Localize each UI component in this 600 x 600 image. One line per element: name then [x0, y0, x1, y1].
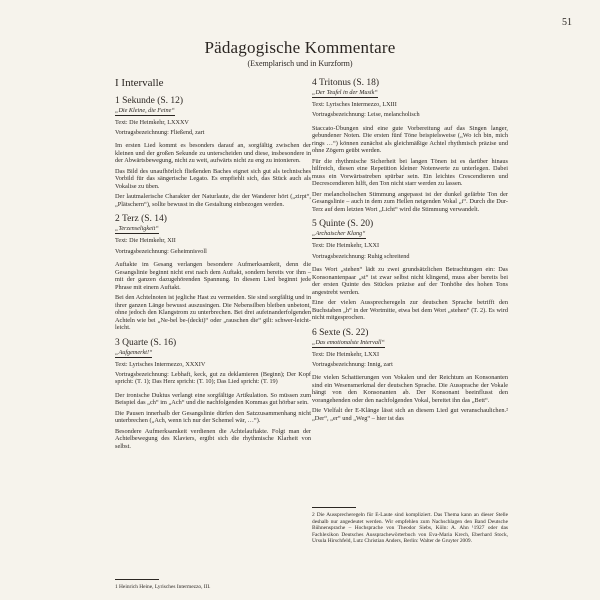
footnote-text: 2 Die Aussprecheregeln für E-Laute sind kompliziert. Das Thema kann an dieser Stelle deshalb nur angedeutet werden. Wir empfehlen zum Nachschlagen den Band Deutsche Bühnensprache – Hochsprache von Theodor Siebs, Köln: A. Ahn ¹1927 oder das Fachlexikon Deutsches Aussprachewörterbuch von Eva-Maria Krech, Eberhard Stock, Ursula Hirschfeld, Lutz Christian Anders, Berlin: Walter de Gruyter 2009.: [312, 512, 508, 545]
paragraph: Eine der vielen Aussprecheregeln zur deutschen Sprache betrifft den Buchstaben „h“ in der Wortmitte, etwa bei dem Wort „stehen“ (T. 2). Es wird nicht mitgesprochen.: [312, 299, 508, 322]
paragraph: Das Bild des unaufhörlich fließenden Baches eignet sich gut als technisches Vorbild für das sängerische Legato. Es empfiehlt sich, das Stück auch als Vokalise zu üben.: [115, 167, 311, 190]
sub-heading: 3 Quarte (S. 16): [115, 337, 177, 348]
paragraph: Die Vielfalt der E-Klänge lässt sich an diesem Lied gut veranschaulichen.² „Der“, „er“ und „Weg“ – hier ist das: [312, 407, 508, 422]
section-quarte: [115, 338, 311, 451]
paragraph: Im ersten Lied kommt es besonders darauf an, sorgfältig zwischen der kleinen und der großen Sekunde zu unterscheiden und diese, insbesondere in der Abwärtsbewegung, nicht zu weit, aufwärts nicht zu eng zu intonieren.: [115, 142, 311, 165]
sub-quote: „Die Kleine, die Feine“: [115, 106, 175, 114]
paragraph: Die Pausen innerhalb der Gesangslinie dürfen den Satzzusammenhang nicht unterbrechen („Ach, wenn ich nur der Schemel wär, …“).: [115, 409, 311, 425]
text-source: Text: Die Heimkehr, LXXI: [312, 242, 380, 250]
sub-quote: „Terzenseligkeit“: [115, 225, 159, 233]
sub-heading: 4 Tritonus (S. 18): [312, 78, 380, 88]
footnote-rule: [312, 507, 356, 508]
page-title: Pädagogische Kommentare: [204, 38, 396, 57]
page-subtitle: (Exemplarisch und in Kurzform): [247, 59, 353, 68]
section-heading: I Intervalle: [115, 77, 164, 89]
footnote-1: 1 Heinrich Heine, Lyrisches Intermezzo, III.: [115, 584, 211, 590]
sub-heading: 2 Terz (S. 14): [115, 214, 167, 225]
text-source: Text: Die Heimkehr, LXXI: [312, 350, 380, 358]
sub-heading: 5 Quinte (S. 20): [312, 219, 374, 230]
tempo-marking: Vortragsbezeichnung: Lebhaft, keck, gut zu deklamieren (Beginn); Der Kopf spricht: (T. 1); Das Herz spricht: (T. 10); Das Lied spricht: (T. 19): [115, 371, 311, 386]
section-quinte: [312, 219, 508, 321]
paragraph: Für die rhythmische Sicherheit bei langen Tönen ist es darüber hinaus hilfreich, diesen eine Repetition kleiner Notenwerte zu unterlegen. Dabei muss ein Vorwärtsstreben spürbar sein. Ein leichtes Crescendieren und Decrescendieren hilft, den Ton nicht starr werden zu lassen.: [312, 157, 508, 188]
section-terz: [115, 214, 311, 331]
text-source: Text: Die Heimkehr, LXXXV: [115, 118, 189, 126]
text-source: Text: Lyrisches Intermezzo, LXIII: [312, 101, 397, 108]
sub-quote: „Der Teufel in der Musik“: [312, 89, 378, 96]
paragraph: Bei den Achtelnoten ist jegliche Hast zu vermeiden. Sie sind sorgfältig und in ihrer ganzen Länge bewusst auszusingen. Die Nebensilben bleiben unbetont, ohne jedoch den Klangstrom zu unterbrechen. Bei drei aufeinanderfolgenden Achteln wie bei „Ne-bel be-(deckt)“ oder „rauschen die“ gilt: schwer-leicht-leicht.: [115, 294, 311, 332]
tempo-marking: Vortragsbezeichnung: Geheimnisvoll: [115, 247, 207, 255]
section-sexte: [312, 328, 508, 423]
text-source: Text: Lyrisches Intermezzo, XXXIV: [115, 360, 206, 368]
paragraph: Auftakte im Gesang verlangen besondere Aufmerksamkeit, denn die Gesangslinie beginnt nicht erst nach dem Auftakt, sondern bereits vor ihm – mit der ganzen dazugehörenden Spannung. In diesem Lied beginnt jede Phrase mit einem Auftakt.: [115, 261, 311, 291]
text-source: Text: Die Heimkehr, XII: [115, 237, 176, 245]
sub-quote: „Archaischer Klang“: [312, 230, 366, 238]
sub-quote: „Das emotionalste Intervall“: [312, 338, 385, 346]
page-number: 51: [562, 17, 572, 28]
sub-heading: 6 Sexte (S. 22): [312, 327, 369, 338]
paragraph: Der melancholischen Stimmung angepasst ist der dunkel gefärbte Ton der Gesangslinie – auch in dem zum Hellen neigenden Vokal „i“. Durch die Dur-Terz auf dem letzten Wort „Licht“ wird die Stimmung verwandelt.: [312, 190, 508, 213]
footnote-2: [312, 512, 508, 545]
tempo-marking: Vortragsbezeichnung: Ruhig schreitend: [312, 252, 410, 260]
section-sekunde: [115, 96, 311, 209]
sub-heading: 1 Sekunde (S. 12): [115, 95, 184, 106]
sub-quote: „Aufgemerkt!“: [115, 348, 153, 356]
paragraph: Das Wort „stehen“ lädt zu zwei grundsätzlichen Betrachtungen ein: Das Konsonantenpaar „st“ ist zwar selbst nicht klingend, muss aber bereits bei der ersten Quinte des Stückes präzise auf der Tonhöhe des hohen Tons angestrebt werden.: [312, 266, 508, 296]
left-column: [115, 76, 311, 456]
footnote-rule: [115, 579, 159, 580]
section-tritonus: [312, 78, 508, 213]
tempo-marking: Vortragsbezeichnung: Fließend, zart: [115, 128, 205, 136]
paragraph: Die vielen Schattierungen von Vokalen und der Reichtum an Konsonanten sind ein Wesensmerkmal der deutschen Sprache. Die Aussprache der Vokale hängt von den Konsonanten ab. Der Konsonant beeinflusst den vorangehenden oder den nachfolgenden Vokal, bereitet ihn das „Bett“.: [312, 374, 508, 404]
paragraph: Der ironische Duktus verlangt eine sorgfältige Artikulation. So müssen zum Beispiel das „ch“ im „Ach“ und die nachfolgenden Kommas gut hörbar sein.: [115, 391, 311, 407]
right-column: [312, 78, 508, 428]
paragraph: Der lautmalerische Charakter der Naturlaute, die der Wanderer hört („zirpt“, „Plätschern“), sollte bewusst in die Gestaltung einbezogen werden.: [115, 193, 311, 208]
paragraph: Staccato-Übungen sind eine gute Vorbereitung auf das Singen langer, gebundener Noten. Die ersten fünf Töne beispielsweise („Wo ich bin, mich rings …“) können zunächst als gleichmäßige Achtel rhythmisch präzise und ohne Zögern geübt werden.: [312, 124, 508, 155]
tempo-marking: Vortragsbezeichnung: Leise, melancholisch: [312, 111, 420, 119]
tempo-marking: Vortragsbezeichnung: Innig, zart: [312, 361, 393, 369]
paragraph: Besondere Aufmerksamkeit verdienen die Achtelauftakte. Folgt man der Achtelbewegung des Klaviers, ergibt sich die rhythmische Klarheit von selbst.: [115, 427, 311, 450]
